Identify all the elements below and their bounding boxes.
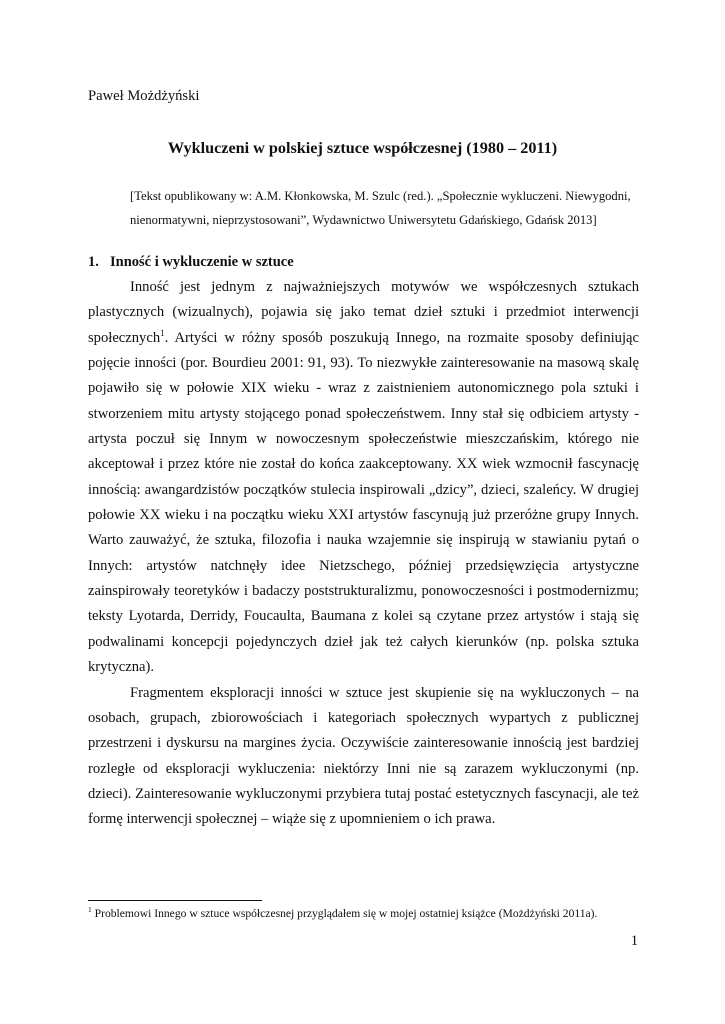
author-name: Paweł Możdżyński [88,88,200,104]
body-text [88,275,639,833]
paragraph-1-part-2: . Artyści w różny sposób poszukują Innego, na rozmaite sposoby definiując pojęcie inności (por. Bourdieu 2001: 91, 93). To niezwykłe zainteresowanie na masową skalę pojawiło się w połowie XIX wieku - wraz z zaistnieniem autonomicznego pola sztuki i stworzeniem mitu artysty stojącego ponad społeczeństwem. Inny stał się odbiciem artysty - artysta poczuł się Innym w nowoczesnym społeczeństwie mieszczańskim, którego nie akceptował i przez które nie został do końca zaakceptowany. XX wiek wzmocnił fascynację innością: awangardzistów początków stulecia inspirowali „dzicy”, dzieci, szaleńcy. W drugiej połowie XX wieku i na początku wieku XXI artystów fascynują już przeróżne grupy Innych. Warto zauważyć, że sztuka, filozofia i nauka wzajemnie się inspirują w stawianiu pytań o Innych: artystów natchnęły idee Nietzschego, później przedsięwzięcia artystyczne zainspirowały teoretyków i badaczy poststrukturalizmu, ponowoczesności i postmodernizmu; teksty Lyotarda, Derridy, Foucaulta, Baumana z kolei są czytane przez artystów i stają się podwalinami koncepcji pojedynczych dzieł jak też całych kierunków (np. polska sztuka krytyczna). [88,329,639,676]
section-heading [88,254,294,271]
section-title: Inność i wykluczenie w sztuce [110,254,294,270]
paragraph-2: Fragmentem eksploracji inności w sztuce jest skupienie się na wykluczonych – na osobach, grupach, zbiorowościach i kategoriach społecznych wypartych z publicznej przestrzeni i dyskursu na margines życia. Oczywiście zainteresowanie innością jest bardziej rozległe od eksploracji wykluczenia: niektórzy Inni nie są zarazem wykluczonymi (np. dzieci). Zainteresowanie wykluczonymi przybiera tutaj postać estetycznych fascynacji, ale też formę interwencji społecznej – wiąże się z upomnieniem o ich prawa. [88,684,639,828]
section-number: 1. [88,254,99,270]
footnote-number: 1 [88,905,92,915]
page-number: 1 [630,933,638,949]
paragraph-1-part-1: Inność jest jednym z najważniejszych motywów we współczesnych sztukach plastycznych (wizualnych), pojawia się jako temat dzieł sztuki i przedmiot interwencji społecznych [88,279,639,346]
paragraph-1 [88,275,639,681]
footnote-reference: 1 [160,327,165,338]
document-title: Wykluczeni w polskiej sztuce współczesnej (1980 – 2011) [167,139,558,157]
footnote [88,907,648,920]
publication-note: [Tekst opublikowany w: A.M. Kłonkowska, M. Szulc (red.). „Społecznie wykluczeni. Niewygodni, nienormatywni, nieprzystosowani”, Wydawnictwo Uniwersytetu Gdańskiego, Gdańsk 2013] [130,189,631,227]
footnote-text: Problemowi Innego w sztuce współczesnej przyglądałem się w mojej ostatniej książce (Możdżyński 2011a). [91,907,598,920]
footnote-separator [88,900,262,901]
